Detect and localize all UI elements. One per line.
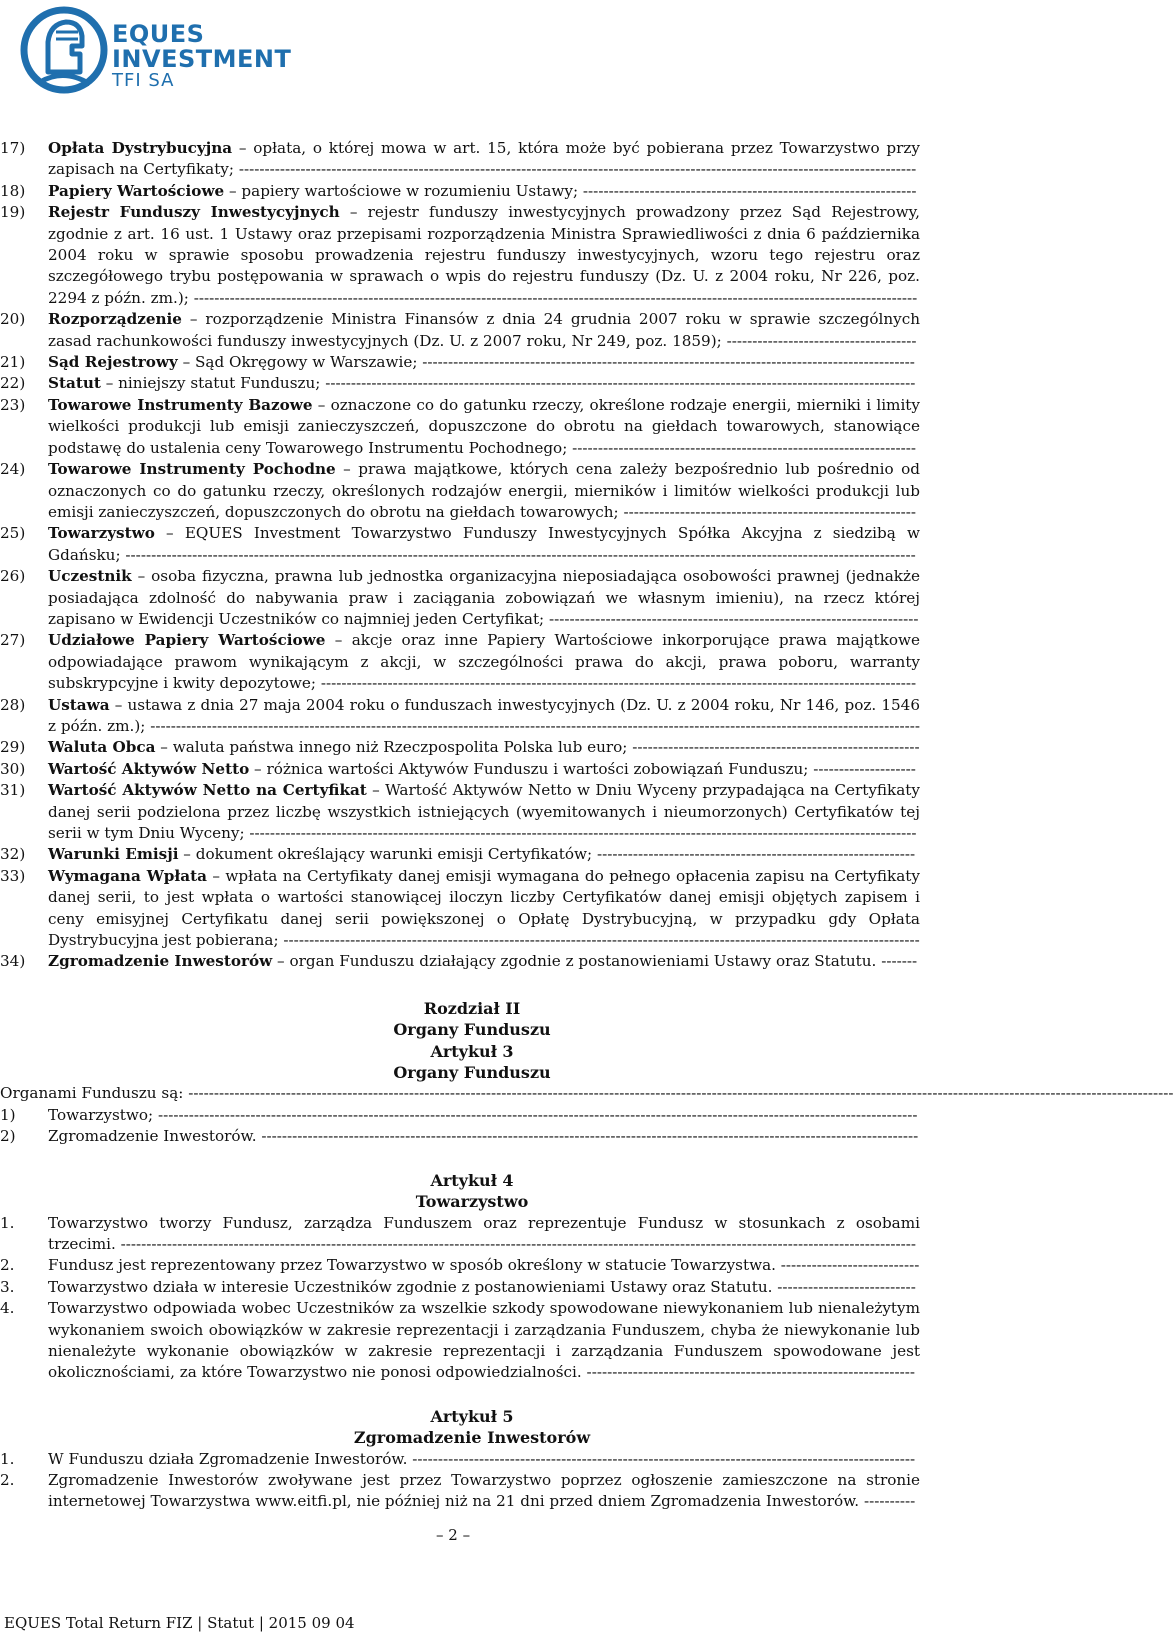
list-item bbox=[0, 737, 920, 758]
item-number: 4. bbox=[0, 1299, 15, 1318]
dash-filler: -------------------- bbox=[808, 759, 916, 778]
article-4-title: Artykuł 4 bbox=[430, 1170, 514, 1190]
list-item bbox=[0, 695, 920, 738]
item-text: Towarzystwo działa w interesie Uczestników zgodnie z postanowieniami Ustawy oraz Statutu. bbox=[48, 1277, 773, 1296]
logo-line-3: TFI SA bbox=[112, 70, 175, 91]
list-item bbox=[0, 352, 920, 373]
dash-filler: ---------------------------------------------------------------------------------------------------------------------------------------------------- bbox=[153, 1105, 918, 1124]
item-text: Towarzystwo; bbox=[48, 1105, 154, 1124]
item-text: Fundusz jest reprezentowany przez Towarzystwo w sposób określony w statucie Towarzystwa. bbox=[48, 1256, 776, 1275]
dash-filler: ---------------------------------------------------------------------------------------------------------------------------------------------------------- bbox=[120, 545, 916, 564]
document-body bbox=[0, 138, 921, 1513]
definition-text: – papiery wartościowe w rozumieniu Ustawy; bbox=[224, 181, 579, 200]
logo-line-1: EQUES bbox=[112, 20, 205, 48]
definition-text: – niniejszy statut Funduszu; bbox=[100, 374, 321, 393]
footer-text: EQUES Total Return FIZ | Statut | 2015 09 04 bbox=[4, 1614, 355, 1632]
item-text: Zgromadzenie Inwestorów zwoływane jest przez Towarzystwo poprzez ogłoszenie zamieszczone na stronie internetowej Towarzystwa www.eitfi.pl, nie później niż na 21 dni przed dniem Zgromadzenia Inwestorów. bbox=[48, 1470, 920, 1511]
definition-term: Statut bbox=[48, 374, 101, 393]
item-number: 19) bbox=[0, 203, 26, 222]
item-number: 23) bbox=[0, 395, 26, 414]
list-item bbox=[0, 309, 920, 352]
dash-filler: ---------------------------------------------------------------------------------------------------------------------------------- bbox=[244, 824, 917, 842]
item-number: 2. bbox=[0, 1470, 15, 1489]
definition-text: – EQUES Investment Towarzystwo Funduszy Inwestycyjnych Spółka Akcyjna z siedzibą w Gdańsku; bbox=[48, 524, 920, 564]
article-3-title: Artykuł 3 bbox=[430, 1041, 514, 1061]
list-item bbox=[0, 844, 920, 865]
dash-filler: ------------------------------------------------------------------------------------------------------------------- bbox=[320, 374, 916, 393]
list-item bbox=[0, 780, 920, 844]
item-number: 29) bbox=[0, 738, 26, 757]
article-3-intro-text: Organami Funduszu są: bbox=[0, 1084, 184, 1103]
item-number: 2) bbox=[0, 1127, 16, 1146]
list-item bbox=[0, 459, 920, 523]
definition-term: Rozporządzenie bbox=[48, 310, 182, 329]
list-item bbox=[0, 1470, 920, 1513]
definition-term: Waluta Obca bbox=[48, 738, 156, 757]
definition-text: – różnica wartości Aktywów Funduszu i wartości zobowiązań Funduszu; bbox=[249, 759, 809, 778]
definition-text: – rejestr funduszy inwestycyjnych prowadzony przez Sąd Rejestrowy, zgodnie z art. 16 ust. 1 Ustawy oraz przepisami rozporządzenia Ministra Sprawiedliwości z dnia 6 października 2004 roku w sprawie sposobu prowadzenia rejestru funduszy inwestycyjnych, wzoru tego rejestru oraz szczegółowego trybu postępowania w sprawach o wpis do rejestru funduszy (Dz. U. z 2004 roku, Nr 226, poz. 2294 z późn. zm.); bbox=[48, 203, 921, 307]
article-4-subtitle: Towarzystwo bbox=[415, 1192, 529, 1212]
article-3-subtitle: Organy Funduszu bbox=[393, 1063, 551, 1083]
list-item bbox=[0, 759, 920, 780]
dash-filler: ------------------------------------------------------------------------ bbox=[544, 609, 919, 628]
dash-filler: ---------------------------------------------------------------- bbox=[581, 1363, 915, 1382]
eques-knight-logo-icon bbox=[20, 2, 108, 98]
item-number: 1) bbox=[0, 1105, 16, 1124]
list-item bbox=[0, 1277, 920, 1298]
item-number: 28) bbox=[0, 695, 26, 714]
dash-filler: -------------------------------------------------------------- bbox=[592, 845, 916, 864]
article-3-list bbox=[0, 1105, 920, 1148]
definition-text: – prawa majątkowe, których cena zależy bezpośrednio lub pośrednio od oznaczonych co do gatunku rzeczy, określonych rodzajów energii, mierników i limitów wielkości produkcji lub emisji zanieczyszczeń, dopuszczonych do obrotu na giełdach towarowych; bbox=[48, 460, 920, 521]
dash-filler: --------------------------------------------------------------------------------------------------------------------------------------------- bbox=[188, 288, 918, 307]
item-text: Zgromadzenie Inwestorów. bbox=[48, 1127, 257, 1146]
definition-text: – rozporządzenie Ministra Finansów z dnia 24 grudnia 2007 roku w sprawie szczególnych zasad rachunkowości funduszy inwestycyjnych (Dz. U. z 2007 roku, Nr 249, poz. 1859); bbox=[48, 310, 920, 350]
item-number: 21) bbox=[0, 353, 26, 372]
item-number: 24) bbox=[0, 460, 26, 479]
dash-filler: ---------- bbox=[859, 1492, 916, 1511]
article-5-title: Artykuł 5 bbox=[430, 1406, 514, 1426]
dash-filler: -------------------------------------------------------------------------------------------------------------------------------- bbox=[256, 1127, 919, 1146]
dash-filler: ------------------------------------------------------------------------------------------------------------------------------------ bbox=[234, 160, 917, 179]
definition-text: – akcje oraz inne Papiery Wartościowe inkorporujące prawa majątkowe odpowiadające prawom wynikającym z akcji, w szczególności prawa do akcji, prawa poboru, warranty subskrypcyjne i kwity depozytowe; bbox=[48, 631, 920, 693]
list-item bbox=[0, 951, 920, 972]
definition-text: – Sąd Okręgowy w Warszawie; bbox=[177, 353, 418, 372]
definition-text: – opłata, o której mowa w art. 15, która może być pobierana przez Towarzystwo przy zapisach na Certyfikaty; bbox=[48, 139, 920, 179]
definition-term: Towarzystwo bbox=[48, 524, 155, 543]
list-item bbox=[0, 181, 920, 202]
page-number: – 2 – bbox=[436, 1526, 471, 1544]
item-text: Towarzystwo odpowiada wobec Uczestników za wszelkie szkody spowodowane niewykonaniem lub nienależytym wykonaniem swoich obowiązków w zakresie reprezentacji i zarządzania Funduszem, chyba że niewykonanie lub nienależyte wykonanie obowiązków w zakresie reprezentacji i zarządzania Funduszem spowodowane jest okolicznościami, za które Towarzystwo nie ponosi odpowiedzialności. bbox=[48, 1299, 920, 1382]
dash-filler: ----------------------------------------------------------------------------------------------------------------------------------------------------------- bbox=[115, 1234, 917, 1253]
list-item bbox=[0, 1449, 920, 1470]
dash-filler: --------------------------- bbox=[772, 1277, 916, 1296]
list-item bbox=[0, 373, 920, 394]
dash-filler: ------- bbox=[876, 952, 918, 971]
definition-term: Wartość Aktywów Netto bbox=[48, 759, 250, 778]
list-item bbox=[0, 866, 920, 952]
dash-filler: -------------------------------------------------------- bbox=[627, 738, 920, 757]
definition-text: – waluta państwa innego niż Rzeczpospolita Polska lub euro; bbox=[155, 738, 628, 757]
chapter-subtitle: Organy Funduszu bbox=[393, 1020, 551, 1040]
item-number: 34) bbox=[0, 952, 26, 971]
list-item bbox=[0, 1126, 920, 1147]
item-number: 22) bbox=[0, 374, 26, 393]
article-3-intro bbox=[0, 1083, 920, 1104]
dash-filler: -------------------------------------------------------------------------------------------------------------------- bbox=[316, 674, 917, 693]
definition-term: Wymagana Wpłata bbox=[48, 866, 207, 885]
dash-filler: ------------------------------------------------------------------------------------------------------------------------------------------------------ bbox=[145, 716, 920, 735]
definition-text: – Wartość Aktywów Netto w Dniu Wyceny przypadająca na Certyfikaty danej serii podzielona przez liczbę wszystkich istniejących (wyemitowanych i nieumorzonych) Certyfikatów tej serii w tym Dniu Wyceny; bbox=[48, 781, 920, 842]
definition-text: – wpłata na Certyfikaty danej emisji wymagana do pełnego opłacenia zapisu na Certyfikaty danej serii, to jest wpłata o wartości stanowiącej iloczyn liczby Certyfikatów danej emisji objętych zapisem i ceny emisyjnej Certyfikatu danej serii powiększonej o Opłatę Dystrybucyjną, w przypadku gdy Opłata Dystrybucyjna jest pobierana; bbox=[48, 866, 920, 950]
list-item bbox=[0, 1105, 920, 1126]
definition-term: Zgromadzenie Inwestorów bbox=[48, 952, 273, 971]
item-number: 32) bbox=[0, 845, 26, 864]
definitions-list bbox=[0, 138, 921, 973]
definition-term: Papiery Wartościowe bbox=[48, 181, 225, 200]
item-number: 25) bbox=[0, 524, 26, 543]
dash-filler: --------------------------- bbox=[775, 1256, 920, 1275]
article-5-list bbox=[0, 1449, 920, 1513]
item-number: 31) bbox=[0, 781, 26, 800]
item-number: 2. bbox=[0, 1256, 15, 1275]
item-number: 18) bbox=[0, 181, 26, 200]
list-item bbox=[0, 630, 920, 694]
definition-text: – oznaczone co do gatunku rzeczy, określone rodzaje energii, mierniki i limity wielkości produkcji lub emisji zanieczyszczeń, dopuszczone do obrotu na giełdach towarowych, stanowiące podstawę do ustalenia ceny Towarowego Instrumentu Pochodnego; bbox=[48, 395, 920, 457]
item-number: 3. bbox=[0, 1277, 15, 1296]
definition-term: Wartość Aktywów Netto na Certyfikat bbox=[48, 781, 367, 800]
dash-filler: ------------------------------------------------------------------------------------------------ bbox=[417, 353, 915, 372]
dash-filler: ----------------------------------------------------------------- bbox=[578, 181, 917, 200]
list-item bbox=[0, 138, 920, 181]
list-item bbox=[0, 395, 920, 459]
item-text: W Funduszu działa Zgromadzenie Inwestorów. bbox=[48, 1449, 408, 1468]
item-number: 26) bbox=[0, 567, 26, 586]
definition-text: – organ Funduszu działający zgodnie z postanowieniami Ustawy oraz Statutu. bbox=[272, 952, 877, 971]
definition-term: Ustawa bbox=[48, 695, 110, 714]
dash-filler: ---------------------------------------------------------------------------------------------------------------------------- bbox=[278, 931, 920, 950]
dash-filler: ------------------------------------------------------------------- bbox=[567, 438, 916, 457]
item-number: 1. bbox=[0, 1449, 15, 1468]
dash-filler: --------------------------------------------------------- bbox=[618, 502, 916, 521]
definition-term: Towarowe Instrumenty Pochodne bbox=[48, 460, 336, 479]
list-item bbox=[0, 523, 920, 566]
definition-term: Rejestr Funduszy Inwestycyjnych bbox=[48, 203, 340, 222]
item-number: 30) bbox=[0, 759, 26, 778]
article-4-list bbox=[0, 1213, 920, 1384]
definition-term: Uczestnik bbox=[48, 567, 132, 586]
dash-filler: -------------------------------------------------------------------------------------------------- bbox=[407, 1449, 916, 1468]
definition-term: Opłata Dystrybucyjna bbox=[48, 139, 233, 157]
item-number: 33) bbox=[0, 866, 26, 885]
item-number: 27) bbox=[0, 631, 26, 650]
chapter-title: Rozdział II bbox=[423, 998, 521, 1018]
article-5-subtitle: Zgromadzenie Inwestorów bbox=[353, 1428, 591, 1448]
definition-term: Sąd Rejestrowy bbox=[48, 353, 178, 372]
item-number: 17) bbox=[0, 139, 26, 157]
definition-text: – dokument określający warunki emisji Certyfikatów; bbox=[178, 845, 593, 864]
list-item bbox=[0, 1213, 920, 1256]
item-number: 1. bbox=[0, 1213, 15, 1232]
definition-text: – ustawa z dnia 27 maja 2004 roku o funduszach inwestycyjnych (Dz. U. z 2004 roku, Nr 146, poz. 1546 z późn. zm.); bbox=[48, 695, 920, 735]
definition-term: Towarowe Instrumenty Bazowe bbox=[48, 395, 313, 414]
list-item bbox=[0, 1298, 920, 1384]
logo-line-2: INVESTMENT bbox=[112, 45, 292, 73]
list-item bbox=[0, 1255, 920, 1276]
item-text: Towarzystwo tworzy Fundusz, zarządza Funduszem oraz reprezentuje Fundusz w stosunkach z osobami trzecimi. bbox=[48, 1213, 920, 1253]
list-item bbox=[0, 202, 921, 309]
item-number: 20) bbox=[0, 310, 26, 329]
definition-term: Warunki Emisji bbox=[48, 845, 179, 864]
definition-text: – osoba fizyczna, prawna lub jednostka organizacyjna nieposiadająca osobowości prawnej (jednakże posiadająca zdolność do nabywania praw i zaciągania zobowiązań we własnym imieniu), na rzecz której zapisano w Ewidencji Uczestników co najmniej jeden Certyfikat; bbox=[48, 567, 920, 628]
company-logo bbox=[20, 2, 292, 102]
definition-term: Udziałowe Papiery Wartościowe bbox=[48, 631, 326, 650]
list-item bbox=[0, 566, 920, 630]
dash-filler: ------------------------------------- bbox=[721, 331, 917, 350]
